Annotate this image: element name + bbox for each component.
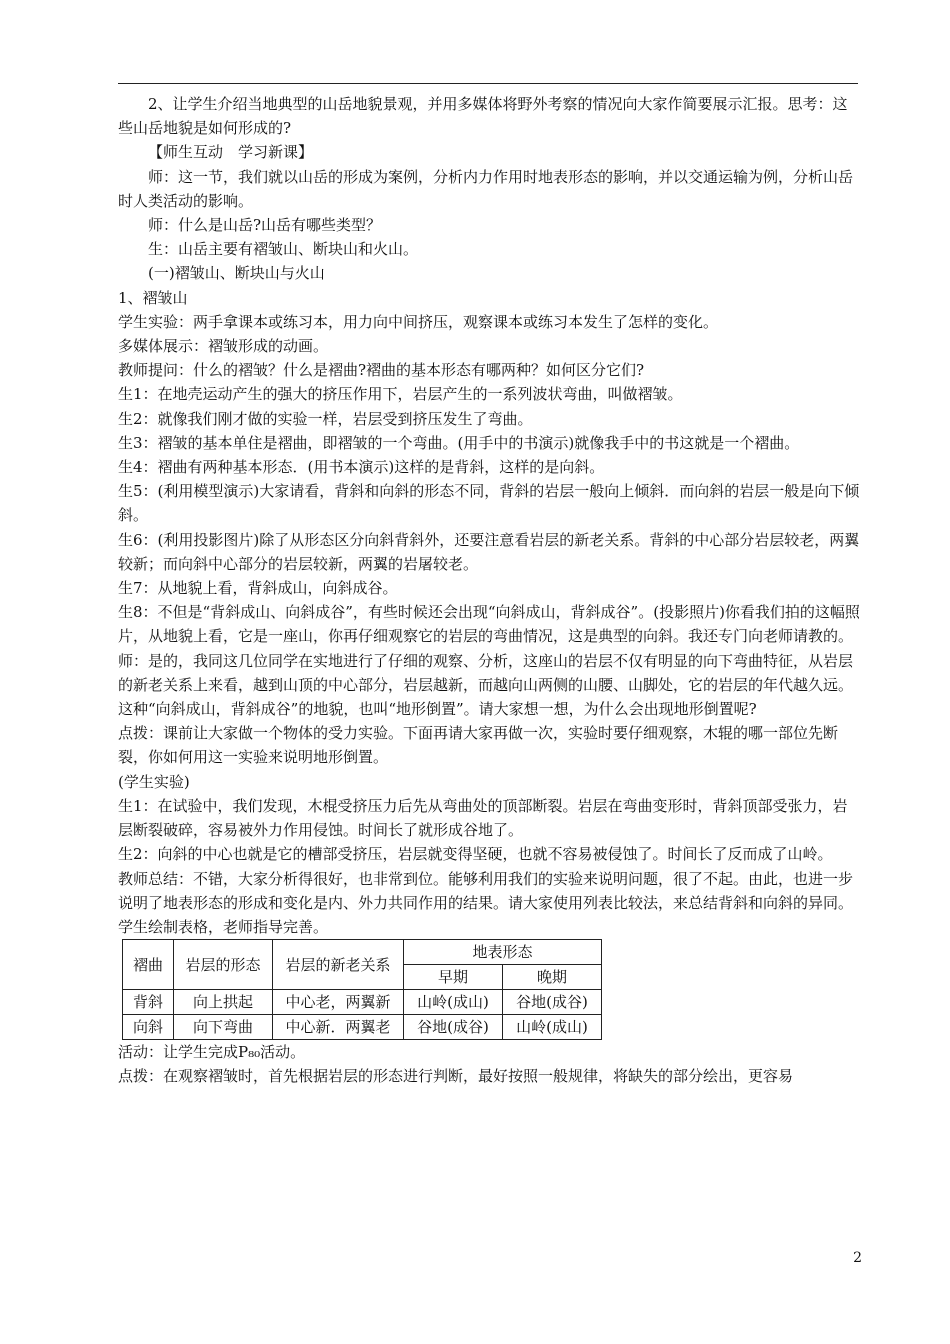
paragraph: 学生绘制表格，老师指导完善。 — [118, 917, 329, 936]
paragraph: 生2：就像我们刚才做的实验一样，岩层受到挤压发生了弯曲。 — [118, 409, 533, 428]
table-header-row — [123, 940, 602, 965]
paragraph: 师：是的，我同这几位同学在实地进行了仔细的观察、分析，这座山的岩层不仅有明显的向下弯曲特征，从岩层的新老关系上来看，越到山顶的中心部分，岩层越新，而越向山两侧的山腰、山脚处，它的岩层的年代越久远。这种“向斜成山，背斜成谷”的地貌，也叫“地形倒置”。请大家想一想，为什么会出现地形倒置呢? — [118, 651, 854, 719]
header-cell: 岩层的新老关系 — [273, 940, 404, 990]
fold-comparison-table — [122, 939, 602, 1040]
table-cell: 向上拱起 — [174, 990, 273, 1015]
table-row — [123, 1015, 602, 1040]
paragraph: 学生实验：两手拿课本或练习本，用力向中间挤压，观察课本或练习本发生了怎样的变化。 — [118, 312, 719, 331]
paragraph: 教师总结：不错，大家分析得很好，也非常到位。能够利用我们的实验来说明问题，很了不起。由此，也进一步说明了地表形态的形成和变化是内、外力共同作用的结果。请大家使用列表比较法，来总结背斜和向斜的异同。 — [118, 869, 854, 912]
table-cell: 谷地(成谷) — [503, 990, 602, 1015]
subsection-heading: (一)褶皱山、断块山与火山 — [148, 264, 325, 283]
comparison-table-wrapper — [120, 939, 860, 1040]
paragraph: 点拨：在观察褶皱时，首先根据岩层的形态进行判断，最好按照一般规律，将缺失的部分绘出，更容易 — [118, 1067, 794, 1086]
paragraph: 生1：在地壳运动产生的强大的挤压作用下，岩层产生的一系列波状弯曲，叫做褶皱。 — [118, 385, 683, 404]
paragraph: 生4：褶曲有两种基本形态．(用书本演示)这样的是背斜，这样的是向斜。 — [118, 458, 605, 477]
header-cell: 褶曲 — [123, 940, 174, 990]
header-cell: 晚期 — [503, 965, 602, 990]
table-cell: 中心新．两翼老 — [273, 1015, 404, 1040]
paragraph: (学生实验) — [118, 772, 190, 791]
paragraph: 教师提问：什么的褶皱？什么是褶曲?褶曲的基本形态有哪两种？如何区分它们? — [118, 361, 645, 380]
paragraph: 点拨：课前让大家做一个物体的受力实验。下面再请大家再做一次，实验时要仔细观察，木辊的哪一部位先断裂，你如何用这一实验来说明地形倒置。 — [118, 724, 839, 767]
paragraph: 师：什么是山岳?山岳有哪些类型？ — [148, 216, 382, 235]
table-cell: 向斜 — [123, 1015, 174, 1040]
table-cell: 山岭(成山) — [404, 990, 503, 1015]
page-number: 2 — [853, 1250, 862, 1266]
paragraph: 生8：不但是“背斜成山、向斜成谷”，有些时候还会出现“向斜成山，背斜成谷”。(投影照片)你看我们拍的这幅照片，从地貌上看，它是一座山，你再仔细观察它的岩层的弯曲情况，这是典型的向斜。我还专门向老师请教的。 — [118, 603, 860, 646]
paragraph: 生7：从地貌上看，背斜成山，向斜成谷。 — [118, 579, 398, 598]
paragraph: 活动：让学生完成P₈₀活动。 — [118, 1043, 306, 1062]
table-cell: 山岭(成山) — [503, 1015, 602, 1040]
paragraph: 生2：向斜的中心也就是它的槽部受挤压，岩层就变得坚硬，也就不容易被侵蚀了。时间长了反而成了山岭。 — [118, 845, 833, 864]
paragraph: 生1：在试验中，我们发现，木棍受挤压力后先从弯曲处的顶部断裂。岩层在弯曲变形时，背斜顶部受张力，岩层断裂破碎，容易被外力作用侵蚀。时间长了就形成谷地了。 — [118, 796, 848, 840]
header-cell: 地表形态 — [404, 940, 602, 965]
paragraph: 生3：褶皱的基本单住是褶曲，即褶皱的一个弯曲。(用手中的书演示)就像我手中的书这就是一个褶曲。 — [118, 433, 800, 452]
header-rule — [118, 83, 858, 84]
paragraph: 生5：(利用模型演示)大家请看，背斜和向斜的形态不同，背斜的岩层一般向上倾斜．而向斜的岩层一般是向下倾斜。 — [118, 482, 860, 525]
table-cell: 向下弯曲 — [174, 1015, 273, 1040]
table-cell: 谷地(成谷) — [404, 1015, 503, 1040]
paragraph: 师：这一节，我们就以山岳的形成为案例，分析内力作用时地表形态的影响，并以交通运输为例，分析山岳时人类活动的影响。 — [118, 167, 854, 210]
table-cell: 背斜 — [123, 990, 174, 1015]
header-cell: 早期 — [404, 965, 503, 990]
table-cell: 中心老，两翼新 — [273, 990, 404, 1015]
paragraph: 生6：(利用投影图片)除了从形态区分向斜背斜外，还要注意看岩层的新老关系。背斜的中心部分岩层较老，两翼较新；而向斜中心部分的岩层较新，两翼的岩屠较老。 — [118, 530, 860, 573]
paragraph: 生：山岳主要有褶皱山、断块山和火山。 — [148, 240, 419, 259]
paragraph: 2、让学生介绍当地典型的山岳地貌景观，并用多媒体将野外考察的情况向大家作简要展示汇报。思考：这些山岳地貌是如何形成的? — [118, 95, 848, 138]
header-cell: 岩层的形态 — [174, 940, 273, 990]
table-row — [123, 990, 602, 1015]
subsection-heading: 1、褶皱山 — [118, 288, 188, 307]
paragraph: 多媒体展示：褶皱形成的动画。 — [118, 337, 329, 356]
page-body — [118, 92, 860, 1089]
section-heading: 【师生互动 学习新课】 — [148, 143, 314, 162]
